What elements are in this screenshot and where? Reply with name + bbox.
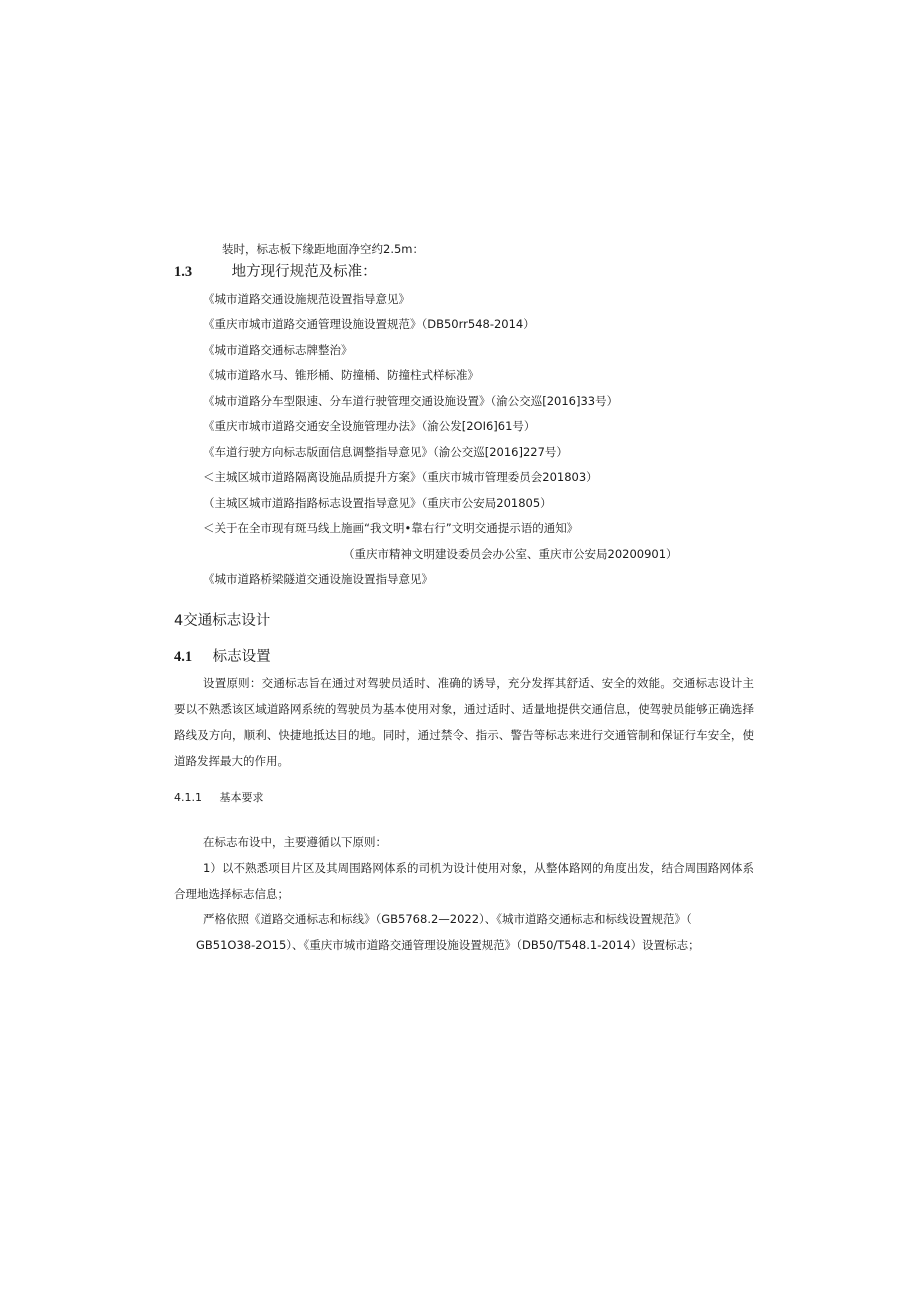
standard-item: （主城区城市道路指路标志设置指导意见》（重庆市公安局201805） xyxy=(203,496,552,510)
standard-item: 《城市道路桥梁隧道交通设施设置指导意见》 xyxy=(203,572,433,586)
standard-item-continuation: （重庆市精神文明建设委员会办公室、重庆市公安局20200901） xyxy=(343,547,678,561)
section-title: 基本要求 xyxy=(219,791,264,804)
section-4-1-1-heading xyxy=(174,790,264,806)
standard-item: ＜关于在全市现有斑马线上施画“我文明•靠右行”文明交通提示语的通知》 xyxy=(203,521,579,535)
section-1-3-heading xyxy=(174,262,377,282)
chapter-4-heading: 4交通标志设计 xyxy=(174,613,271,629)
section-number: 4.1 xyxy=(174,649,193,665)
standard-item: 《重庆市城市道路交通管理设施设置规范》（DB50rr548-2014） xyxy=(203,317,535,331)
section-title: 地方现行规范及标准： xyxy=(231,264,377,280)
top-line: 装时，标志板下缘距地面净空约2.5m： xyxy=(222,242,424,256)
paragraph-intro: 在标志布设中，主要遵循以下原则： xyxy=(203,835,387,849)
section-title: 标志设置 xyxy=(212,649,271,665)
standard-item: 《重庆市城市道路交通安全设施管理办法》（渝公发[2OI6]61号） xyxy=(203,419,536,433)
section-number: 4.1.1 xyxy=(174,791,202,804)
standard-item: 《城市道路交通设施规范设置指导意见》 xyxy=(203,292,410,306)
standard-item: 《城市道路交通标志牌整治》 xyxy=(203,343,353,357)
standard-item: 《城市道路分车型限速、分车道行驶管理交通设施设置》（渝公交巡[2016]33号） xyxy=(203,394,619,408)
section-4-1-heading xyxy=(174,647,271,667)
paragraph-rule-2-line-1: 严格依照《道路交通标志和标线》（GB5768.2—2022）、《城市道路交通标志和标线设置规范》（ xyxy=(203,912,692,926)
standard-item: 《车道行驶方向标志版面信息调整指导意见》（渝公交巡[2016]227号） xyxy=(203,445,568,459)
paragraph-rule-2-line-2: GB51O38-2O15）、《重庆市城市道路交通管理设施设置规范》（DB50/T548.1-2014）设置标志； xyxy=(196,938,700,952)
paragraph-principle: 设置原则：交通标志旨在通过对驾驶员适时、准确的诱导，充分发挥其舒适、安全的效能。交通标志设计主要以不熟悉该区域道路网系统的驾驶员为基本使用对象，通过适时、适量地提供交通信息，使驾驶员能够正确选择路线及方向，顺利、快捷地抵达目的地。同时，通过禁令、指示、警告等标志来进行交通管制和保证行车安全，使道路发挥最大的作用。 xyxy=(174,676,754,768)
paragraph-rule-1: 1）以不熟悉项目片区及其周围路网体系的司机为设计使用对象，从整体路网的角度出发，结合周围路网体系合理地选择标志信息； xyxy=(174,861,754,901)
section-number: 1.3 xyxy=(174,264,193,280)
standard-item: ＜主城区城市道路隔离设施品质提升方案》（重庆市城市管理委员会201803） xyxy=(203,470,598,484)
standard-item: 《城市道路水马、锥形桶、防撞桶、防撞柱式样标准》 xyxy=(203,368,479,382)
